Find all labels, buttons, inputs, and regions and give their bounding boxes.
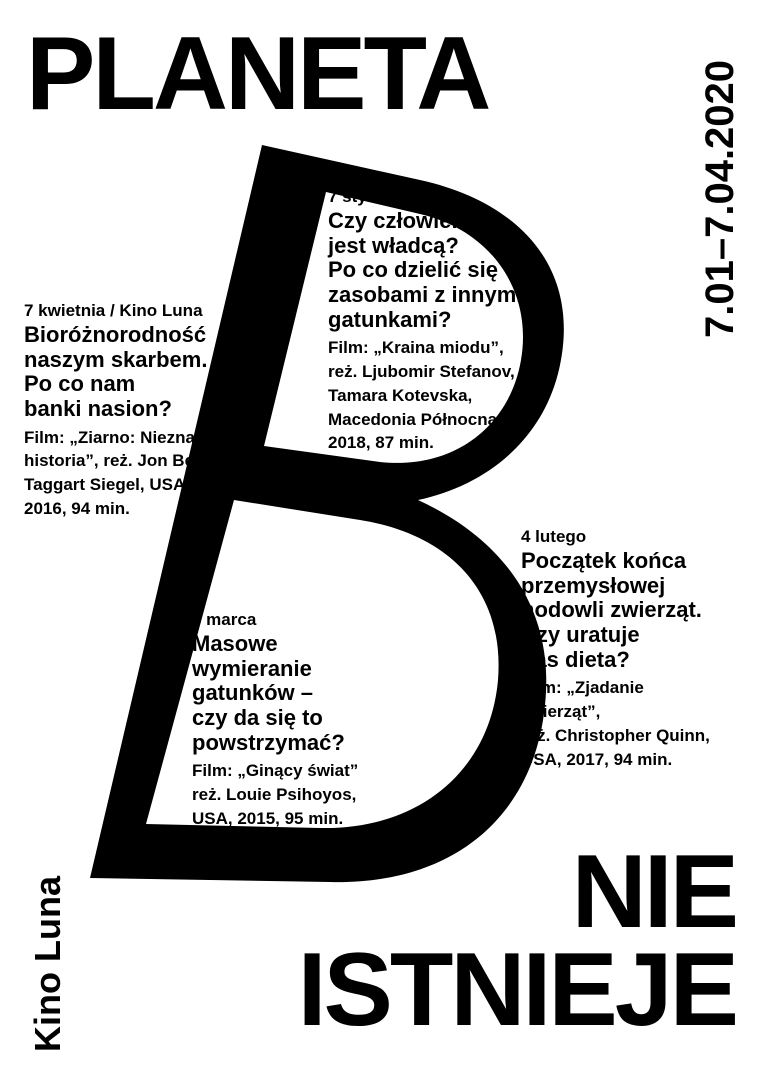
film-line: 2018, 87 min. (328, 433, 434, 453)
heading-line: Bioróżnorodność (24, 322, 207, 348)
film-line: zwierząt”, (521, 702, 601, 722)
event-heading (192, 632, 392, 755)
film-line: Taggart Siegel, USA, (24, 475, 190, 495)
film-line: Film: „Ginący świat” (192, 761, 359, 781)
event-film-info (192, 759, 392, 830)
heading-line: Czy uratuje (521, 621, 640, 647)
event-date: 3 marca (192, 610, 257, 629)
event-february (521, 526, 756, 771)
heading-line: nas dieta? (521, 646, 630, 672)
event-heading (24, 323, 254, 422)
heading-line: hodowli zwierząt. (521, 597, 702, 623)
heading-line: Po co nam (24, 371, 136, 397)
heading-line: Masowe (192, 631, 278, 657)
film-line: Film: „Zjadanie (521, 678, 644, 698)
heading-line: zasobami z innymi (328, 281, 523, 307)
heading-line: Początek końca (521, 548, 687, 574)
heading-line: wymieranie (192, 655, 312, 681)
film-line: Tamara Kotevska, (328, 385, 473, 405)
venue-name: Kino Luna (27, 876, 68, 1052)
poster-title-istnieje: ISTNIEJE (297, 932, 736, 1048)
film-line: reż. Christopher Quinn, (521, 725, 710, 745)
event-date: 7 kwietnia / Kino Luna (24, 301, 203, 320)
heading-line: jest władcą? (328, 232, 459, 258)
film-line: USA, 2015, 95 min. (192, 808, 344, 828)
heading-line: gatunkami? (328, 306, 452, 332)
film-line: USA, 2017, 94 min. (521, 749, 673, 769)
event-heading (328, 209, 558, 332)
film-line: historia”, reż. Jon Betz, (24, 451, 213, 471)
date-range: 7.01–7.04.2020 (698, 59, 742, 338)
heading-line: banki nasion? (24, 395, 172, 421)
event-film-info (328, 336, 558, 455)
event-january (328, 186, 558, 455)
film-line: Film: „Ziarno: Nieznana (24, 427, 215, 447)
heading-line: Czy człowiek (328, 208, 464, 234)
event-film-info (24, 426, 254, 521)
event-april (24, 300, 254, 521)
event-heading (521, 549, 756, 672)
film-line: 2016, 94 min. (24, 498, 130, 518)
heading-line: czy da się to (192, 704, 323, 730)
event-film-info (521, 676, 756, 771)
event-date: 7 stycznia (328, 187, 410, 206)
heading-line: gatunków – (192, 680, 314, 706)
poster-title-nie: NIE (571, 834, 736, 950)
heading-line: przemysłowej (521, 572, 666, 598)
film-line: Film: „Kraina miodu”, (328, 338, 504, 358)
event-date: 4 lutego (521, 527, 587, 546)
event-march (192, 609, 392, 831)
film-line: Macedonia Północna (328, 409, 498, 429)
heading-line: powstrzymać? (192, 729, 345, 755)
heading-line: Po co dzielić się (328, 257, 498, 283)
heading-line: naszym skarbem. (24, 346, 208, 372)
poster-title-planeta: PLANETA (26, 16, 489, 132)
film-line: reż. Ljubomir Stefanov, (328, 362, 515, 382)
film-line: reż. Louie Psihoyos, (192, 785, 357, 805)
